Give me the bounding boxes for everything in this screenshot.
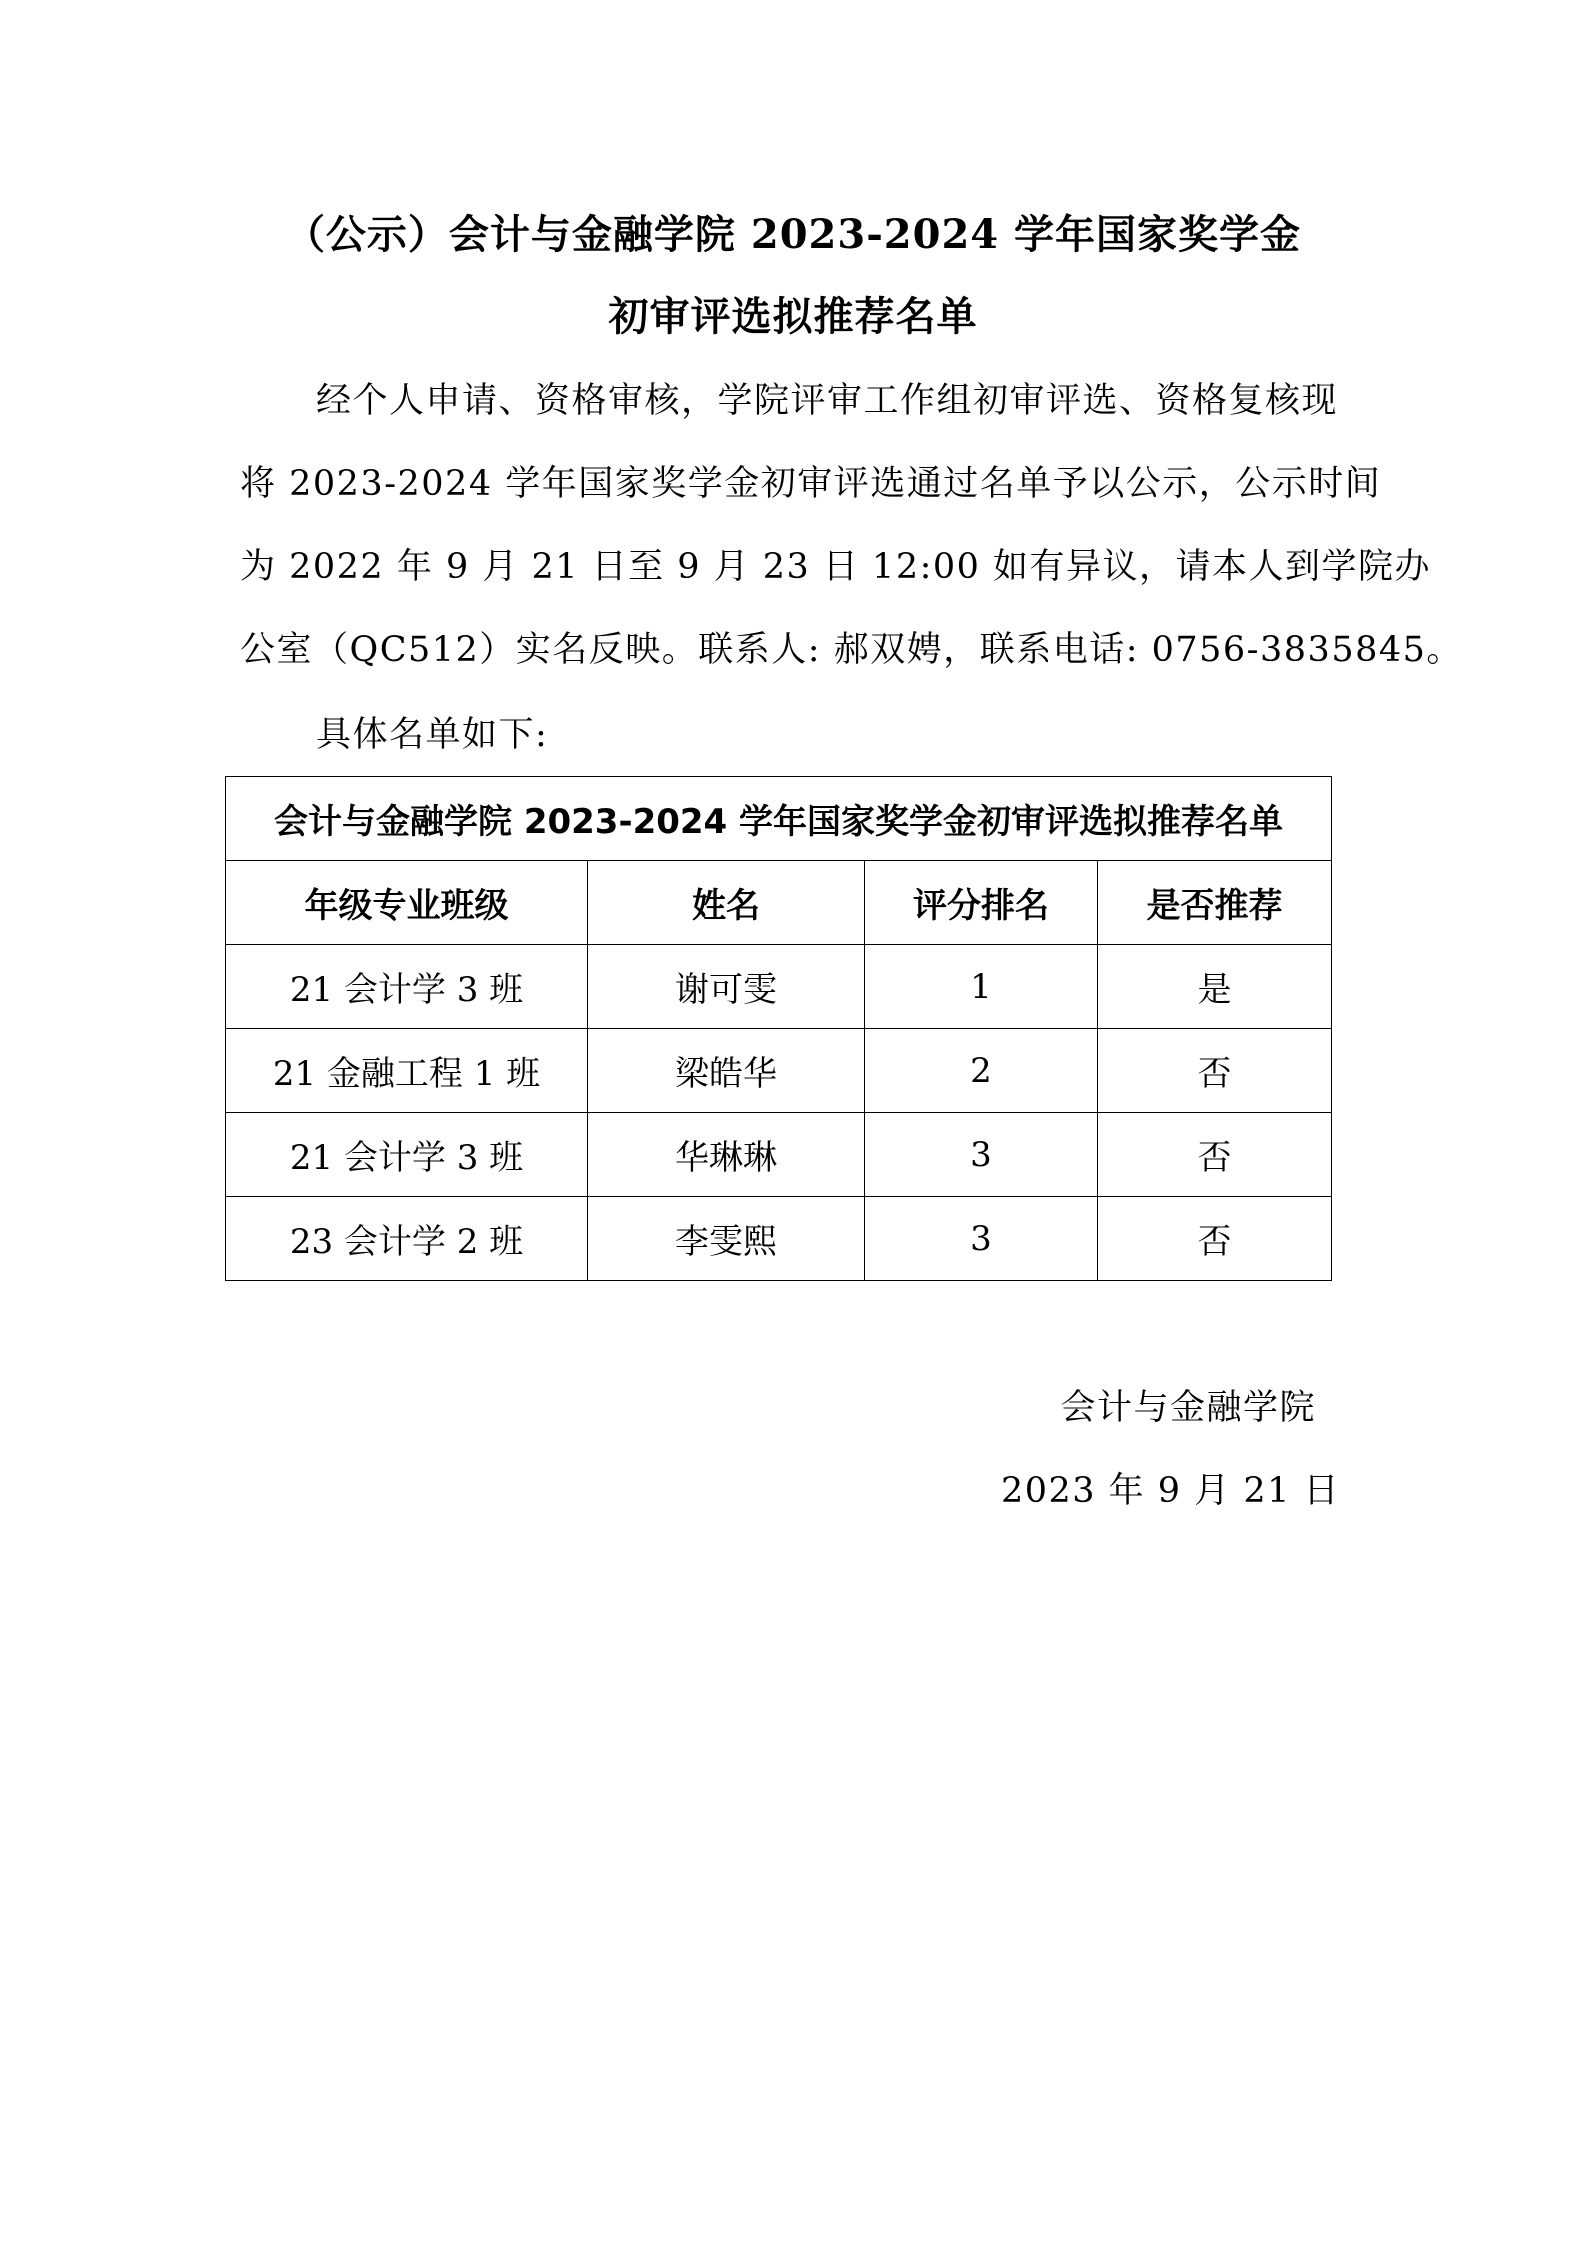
announcement-paragraph [240,360,1463,692]
cell-recommended: 是 [1098,945,1332,1029]
paragraph-line: 经个人申请、资格审核，学院评审工作组初审评选、资格复核现 [316,381,1339,421]
table-caption: 会计与金融学院 2023-2024 学年国家奖学金初审评选拟推荐名单 [226,777,1332,861]
cell-rank: 2 [865,1029,1098,1113]
header-name: 姓名 [588,861,865,945]
cell-class: 23 会计学 2 班 [226,1197,588,1281]
header-recommended: 是否推荐 [1098,861,1332,945]
cell-name: 李雯熙 [588,1197,865,1281]
cell-class: 21 会计学 3 班 [226,945,588,1029]
signature-organization: 会计与金融学院 [1060,1388,1316,1428]
document-title-line-2: 初审评选拟推荐名单 [608,293,978,340]
cell-name: 谢可雯 [588,945,865,1029]
cell-recommended: 否 [1098,1029,1332,1113]
paragraph-line: 为 2022 年 9 月 21 日至 9 月 23 日 12:00 如有异议，请本人到学院办 [240,547,1432,587]
cell-class: 21 金融工程 1 班 [226,1029,588,1113]
paragraph-line: 将 2023-2024 学年国家奖学金初审评选通过名单予以公示，公示时间 [240,464,1382,504]
header-rank: 评分排名 [865,861,1098,945]
cell-recommended: 否 [1098,1197,1332,1281]
list-intro: 具体名单如下: [316,715,549,755]
cell-class: 21 会计学 3 班 [226,1113,588,1197]
header-class: 年级专业班级 [226,861,588,945]
table-header-row [226,861,1332,945]
paragraph-line: 公室（QC512）实名反映。联系人: 郝双娉，联系电话: 0756-3835845。 [240,630,1463,670]
table-row [226,945,1332,1029]
cell-rank: 1 [865,945,1098,1029]
table-row [226,1029,1332,1113]
cell-recommended: 否 [1098,1113,1332,1197]
cell-rank: 3 [865,1197,1098,1281]
table-caption-row [226,777,1332,861]
cell-name: 梁皓华 [588,1029,865,1113]
table-row [226,1113,1332,1197]
table-row [226,1197,1332,1281]
cell-name: 华琳琳 [588,1113,865,1197]
cell-rank: 3 [865,1113,1098,1197]
recommendation-table [225,776,1332,1281]
document-title-line-1: （公示）会计与金融学院 2023-2024 学年国家奖学金 [284,211,1302,258]
signature-date: 2023 年 9 月 21 日 [1000,1471,1340,1511]
